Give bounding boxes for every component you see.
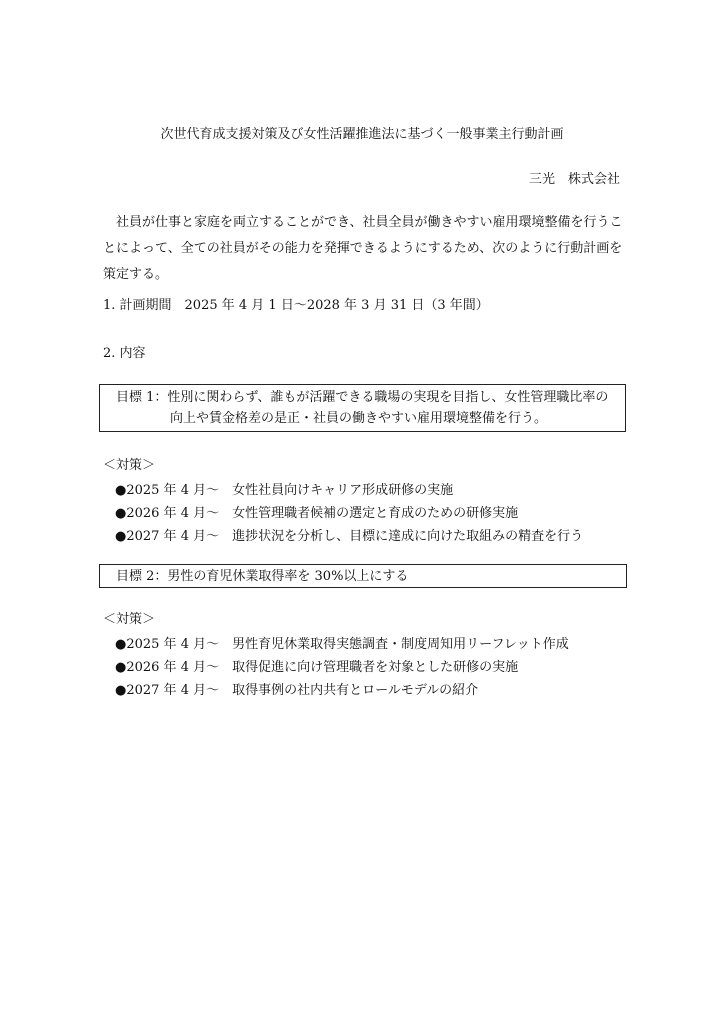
content-heading: 2. 内容 — [103, 346, 146, 361]
document-title: 次世代育成支援対策及び女性活躍推進法に基づく一般事業主行動計画 — [160, 127, 564, 142]
goal1-measure-item: ●2027 年 4 月〜 進捗状況を分析し、目標に達成に向けた取組みの精査を行う — [115, 529, 584, 544]
goal2-measure-item: ●2026 年 4 月〜 取得促進に向け管理職者を対象とした研修の実施 — [115, 660, 519, 675]
goal2-measures-heading: ＜対策＞ — [103, 612, 156, 627]
goal2-measure-item: ●2025 年 4 月〜 男性育児休業取得実態調査・制度周知用リーフレット作成 — [115, 637, 569, 652]
goal2-measure-item: ●2027 年 4 月〜 取得事例の社内共有とロールモデルの紹介 — [115, 683, 479, 698]
intro-paragraph: 社員が仕事と家庭を両立することができ、社員全員が働きやすい雇用環境整備を行うことによって、全ての社員がその能力を発揮できるようにするため、次のように行動計画を策定する。 — [103, 215, 623, 282]
goal2-line1: 目標 2：男性の育児休業取得率を 30%以上にする — [116, 569, 409, 584]
goal1-measure-item: ●2026 年 4 月〜 女性管理職者候補の選定と育成のための研修実施 — [115, 506, 519, 521]
goal1-line2: 向上や賃金格差の是正・社員の働きやすい雇用環境整備を行う。 — [170, 411, 548, 426]
goal1-measures-heading: ＜対策＞ — [103, 458, 156, 473]
goal2-box — [99, 564, 627, 588]
company-name: 三光 株式会社 — [528, 172, 620, 187]
goal1-line1: 目標 1：性別に関わらず、誰もが活躍できる職場の実現を目指し、女性管理職比率の — [116, 390, 609, 405]
goal1-measure-item: ●2025 年 4 月〜 女性社員向けキャリア形成研修の実施 — [115, 483, 454, 498]
plan-period: 1. 計画期間 2025 年 4 月 1 日〜2028 年 3 月 31 日（3 年間） — [103, 298, 489, 313]
goal1-box — [99, 384, 626, 432]
